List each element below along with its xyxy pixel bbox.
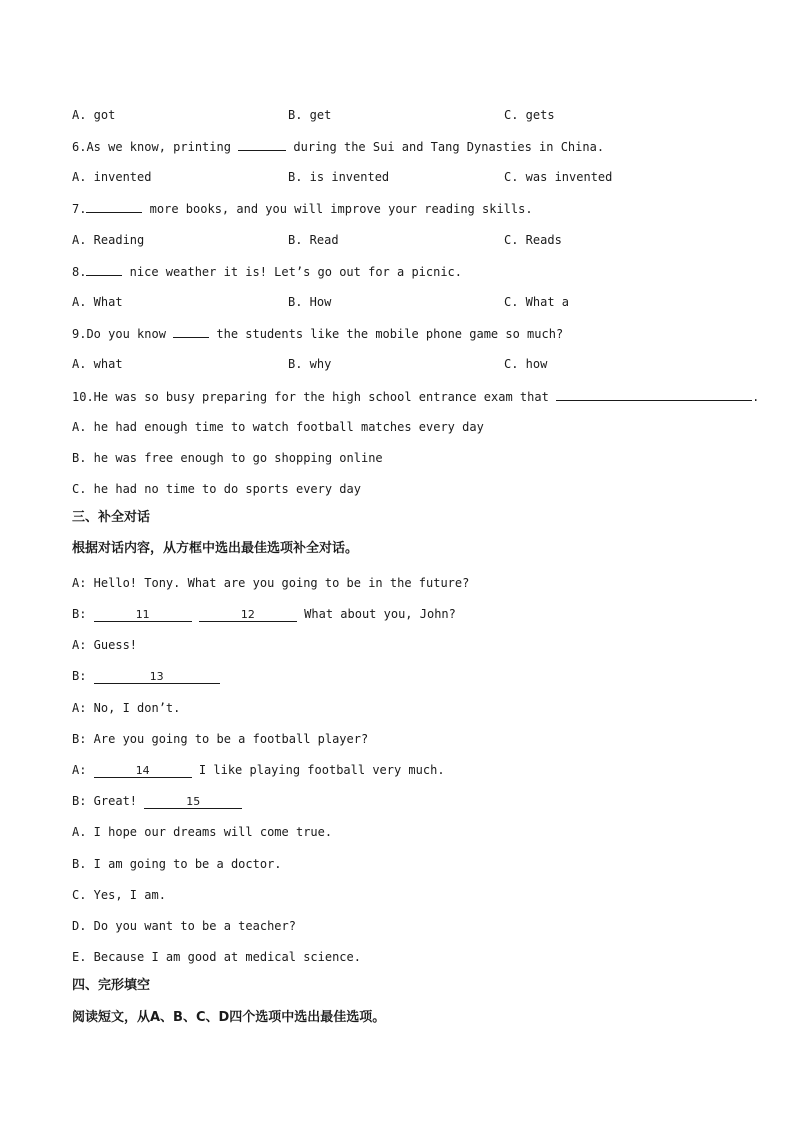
dialogue-line-6: B: Are you going to be a football player? <box>72 732 369 746</box>
q10-option-c[interactable]: C. he had no time to do sports every day <box>72 482 361 496</box>
q9-option-a[interactable]: A. what <box>72 357 123 371</box>
blank-13[interactable]: 13 <box>94 670 220 684</box>
q8-stem: 8. nice weather it is! Let’s go out for a picnic. <box>72 265 463 279</box>
q10-stem: 10.He was so busy preparing for the high school entrance exam that . <box>72 390 760 404</box>
q9-option-b[interactable]: B. why <box>288 357 332 371</box>
dialogue-line-2: B: 11 12 What about you, John? <box>72 607 456 621</box>
dialogue-option-b[interactable]: B. I am going to be a doctor. <box>72 857 282 871</box>
q7-option-c[interactable]: C. Reads <box>504 233 562 247</box>
section4-instruction: 阅读短文，从A、B、C、D四个选项中选出最佳选项。 <box>72 1010 386 1025</box>
dialogue-line-5: A: No, I don’t. <box>72 701 181 715</box>
section4-title: 四、完形填空 <box>72 978 151 993</box>
section3-instruction: 根据对话内容，从方框中选出最佳选项补全对话。 <box>72 541 359 556</box>
q9-blank[interactable] <box>173 325 209 338</box>
blank-15[interactable]: 15 <box>144 795 242 809</box>
q9-option-c[interactable]: C. how <box>504 357 548 371</box>
q5-option-c[interactable]: C. gets <box>504 108 555 122</box>
dialogue-option-c[interactable]: C. Yes, I am. <box>72 888 166 902</box>
dialogue-option-e[interactable]: E. Because I am good at medical science. <box>72 950 361 964</box>
q10-option-a[interactable]: A. he had enough time to watch football matches every day <box>72 420 484 434</box>
q5-option-a[interactable]: A. got <box>72 108 116 122</box>
q9-stem: 9.Do you know the students like the mobile phone game so much? <box>72 327 564 341</box>
q7-stem: 7. more books, and you will improve your reading skills. <box>72 202 533 216</box>
dialogue-line-3: A: Guess! <box>72 638 138 652</box>
dialogue-option-d[interactable]: D. Do you want to be a teacher? <box>72 919 296 933</box>
q6-stem: 6.As we know, printing during the Sui and Tang Dynasties in China. <box>72 140 605 154</box>
dialogue-line-1: A: Hello! Tony. What are you going to be in the future? <box>72 576 470 590</box>
dialogue-line-7: A: 14 I like playing football very much. <box>72 763 445 777</box>
q6-option-c[interactable]: C. was invented <box>504 170 613 184</box>
q7-blank[interactable] <box>86 200 142 213</box>
blank-12[interactable]: 12 <box>199 608 297 622</box>
q7-option-b[interactable]: B. Read <box>288 233 339 247</box>
q10-blank[interactable] <box>556 388 752 401</box>
q5-option-b[interactable]: B. get <box>288 108 332 122</box>
q8-option-c[interactable]: C. What a <box>504 295 570 309</box>
blank-14[interactable]: 14 <box>94 764 192 778</box>
dialogue-option-a[interactable]: A. I hope our dreams will come true. <box>72 825 333 839</box>
dialogue-line-4: B: 13 <box>72 668 754 684</box>
dialogue-line-8: B: Great! 15 <box>72 793 754 809</box>
section3-title: 三、补全对话 <box>72 510 151 525</box>
q10-option-b[interactable]: B. he was free enough to go shopping online <box>72 451 383 465</box>
q6-option-a[interactable]: A. invented <box>72 170 152 184</box>
q7-option-a[interactable]: A. Reading <box>72 233 145 247</box>
blank-11[interactable]: 11 <box>94 608 192 622</box>
q8-blank[interactable] <box>86 263 122 276</box>
q8-option-b[interactable]: B. How <box>288 295 332 309</box>
q6-option-b[interactable]: B. is invented <box>288 170 390 184</box>
q6-blank[interactable] <box>238 138 286 151</box>
q8-option-a[interactable]: A. What <box>72 295 123 309</box>
